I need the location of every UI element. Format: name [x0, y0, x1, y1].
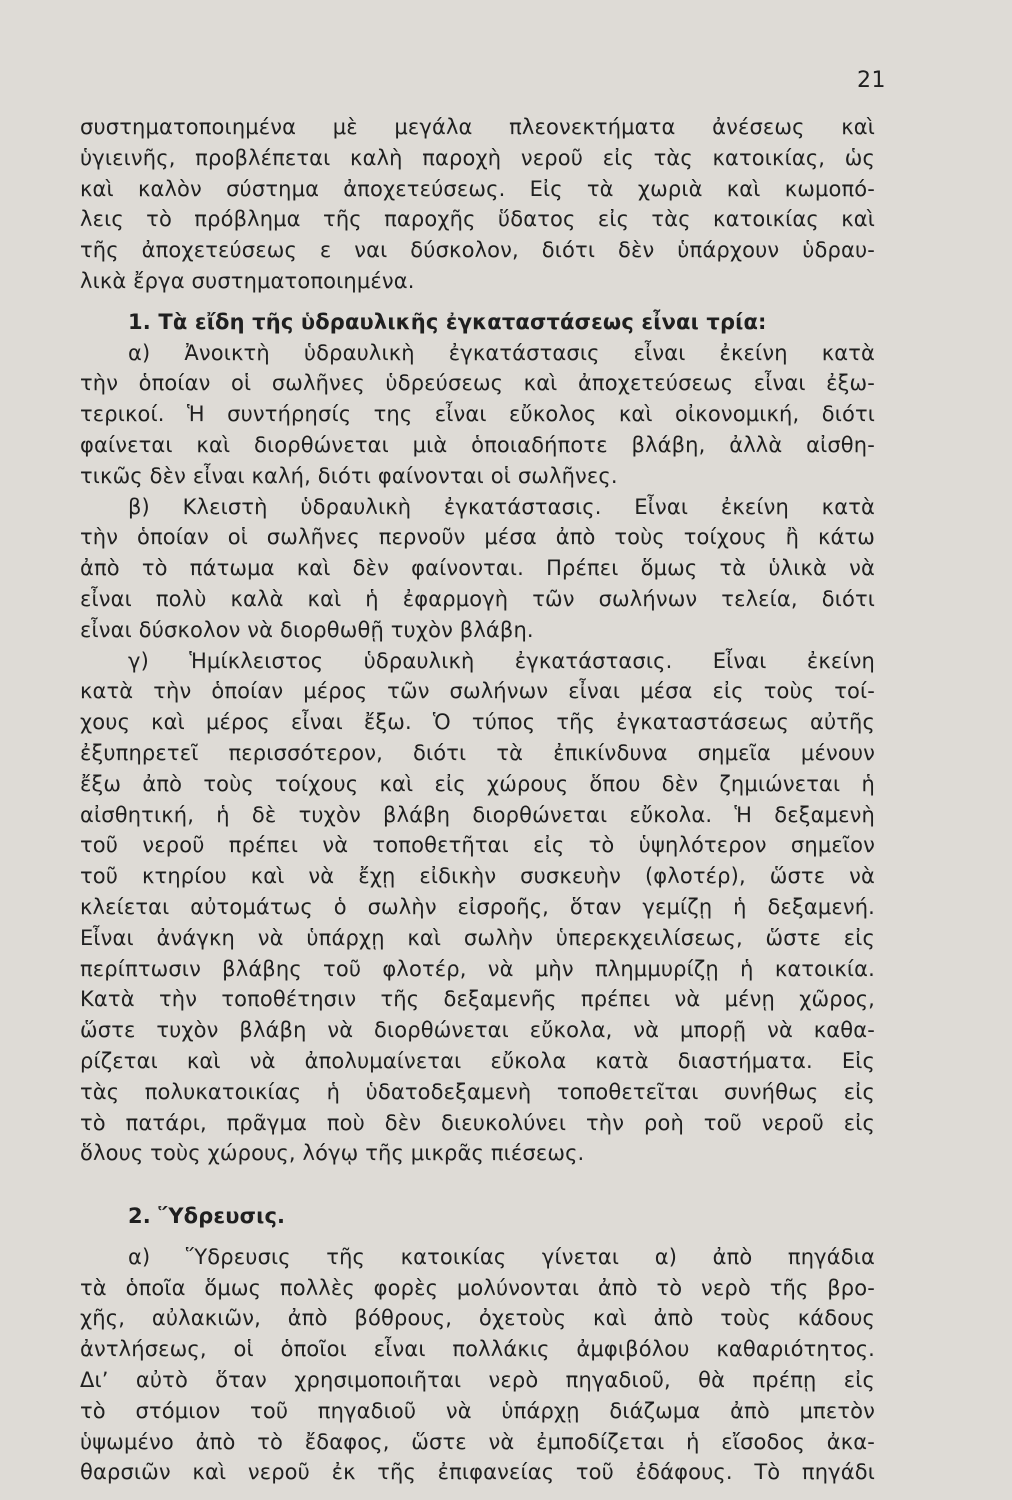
text-line: Εἶναι ἀνάγκη νὰ ὑπάρχῃ καὶ σωλὴν ὑπερεκχειλίσεως, ὥστε εἰς [80, 925, 875, 950]
text-line: ὑγιεινῆς, προβλέπεται καλὴ παροχὴ νεροῦ εἰς τὰς κατοικίας, ὡς [80, 145, 875, 170]
text-line: τερικοί. Ἡ συντήρησίς της εἶναι εὔκολος καὶ οἰκονομική, διότι [80, 402, 875, 427]
text-line: ἀντλήσεως, οἱ ὁποῖοι εἶναι πολλάκις ἀμφιβόλου καθαριότητος. [80, 1337, 875, 1362]
text-line: τοῦ νεροῦ πρέπει νὰ τοποθετῆται εἰς τὸ ὑψηλότερον σημεῖον [80, 833, 875, 858]
text-line: τοῦ κτηρίου καὶ νὰ ἔχῃ εἰδικὴν συσκευὴν (φλοτέρ), ὥστε νὰ [80, 864, 875, 889]
text-line: Κατὰ τὴν τοποθέτησιν τῆς δεξαμενῆς πρέπει νὰ μένῃ χῶρος, [80, 987, 875, 1012]
text-line: τὴν ὁποίαν οἱ σωλῆνες ὑδρεύσεως καὶ ἀποχετεύσεως εἶναι ἐξω- [80, 371, 875, 396]
text-line: β) Κλειστὴ ὑδραυλικὴ ἐγκατάστασις. Εἶναι ἐκείνη κατὰ [128, 494, 875, 519]
text-line: λικὰ ἔργα συστηματοποιημένα. [80, 268, 415, 293]
text-line: ρίζεται καὶ νὰ ἀπολυμαίνεται εὔκολα κατὰ διαστήματα. Εἰς [80, 1048, 875, 1073]
text-line: ἐξυπηρετεῖ περισσότερον, διότι τὰ ἐπικίνδυνα σημεῖα μένουν [80, 740, 875, 765]
text-line: Διʼ αὐτὸ ὅταν χρησιμοποιῆται νερὸ πηγαδιοῦ, θὰ πρέπῃ εἰς [80, 1368, 875, 1393]
text-line: ἀπὸ τὸ πάτωμα καὶ δὲν φαίνονται. Πρέπει ὅμως τὰ ὑλικὰ νὰ [80, 556, 875, 581]
text-line: ὥστε τυχὸν βλάβη νὰ διορθώνεται εὔκολα, νὰ μπορῇ νὰ καθα- [80, 1018, 875, 1043]
text-line: περίπτωσιν βλάβης τοῦ φλοτέρ, νὰ μὴν πλημμυρίζῃ ἡ κατοικία. [80, 956, 875, 981]
text-line: τὴν ὁποίαν οἱ σωλῆνες περνοῦν μέσα ἀπὸ τοὺς τοίχους ἢ κάτω [80, 525, 875, 550]
text-line: ἔξω ἀπὸ τοὺς τοίχους καὶ εἰς χώρους ὅπου δὲν ζημιώνεται ἡ [80, 771, 875, 796]
page-number: 21 [857, 68, 886, 93]
text-line: γ) Ἡμίκλειστος ὑδραυλικὴ ἐγκατάστασις. Εἶναι ἐκείνη [128, 648, 875, 673]
text-line: θαρσιῶν καὶ νεροῦ ἐκ τῆς ἐπιφανείας τοῦ ἐδάφους. Τὸ πηγάδι [80, 1460, 875, 1485]
section-heading-1: 1. Τὰ εἴδη τῆς ὑδραυλικῆς ἐγκαταστάσεως εἶναι τρία: [128, 309, 767, 334]
text-line: ὑψωμένο ἀπὸ τὸ ἔδαφος, ὥστε νὰ ἐμποδίζεται ἡ εἴσοδος ἀκα- [80, 1429, 875, 1454]
text-line: συστηματοποιημένα μὲ μεγάλα πλεονεκτήματα ἀνέσεως καὶ [80, 115, 875, 139]
text-line: χῆς, αὐλακιῶν, ἀπὸ βόθρους, ὀχετοὺς καὶ ἀπὸ τοὺς κάδους [80, 1306, 875, 1331]
text-line: φαίνεται καὶ διορθώνεται μιὰ ὁποιαδήποτε βλάβη, ἀλλὰ αἰσθη- [80, 432, 875, 457]
section-heading-2: 2. Ὕδρευσις. [128, 1204, 286, 1229]
text-line: καὶ καλὸν σύστημα ἀποχετεύσεως. Εἰς τὰ χωριὰ καὶ κωμοπό- [80, 176, 875, 201]
text-line: α) Ἀνοικτὴ ὑδραυλικὴ ἐγκατάστασις εἶναι ἐκείνη κατὰ [128, 340, 875, 365]
text-line: ὅλους τοὺς χώρους, λόγῳ τῆς μικρᾶς πιέσεως. [80, 1141, 585, 1166]
text-line: κλείεται αὐτομάτως ὁ σωλὴν εἰσροῆς, ὅταν γεμίζῃ ἡ δεξαμενή. [80, 894, 875, 919]
text-line: α) Ὕδρευσις τῆς κατοικίας γίνεται α) ἀπὸ πηγάδια [128, 1244, 875, 1269]
text-line: τικῶς δὲν εἶναι καλή, διότι φαίνονται οἱ σωλῆνες. [80, 463, 618, 488]
text-line: αἰσθητική, ἡ δὲ τυχὸν βλάβη διορθώνεται εὔκολα. Ἡ δεξαμενὴ [80, 802, 875, 827]
text-line: τὰ ὁποῖα ὅμως πολλὲς φορὲς μολύνονται ἀπὸ τὸ νερὸ τῆς βρο- [80, 1275, 875, 1300]
text-line: τὸ πατάρι, πρᾶγμα ποὺ δὲν διευκολύνει τὴν ροὴ τοῦ νεροῦ εἰς [80, 1110, 875, 1135]
text-line: τὸ στόμιον τοῦ πηγαδιοῦ νὰ ὑπάρχῃ διάζωμα ἀπὸ μπετὸν [80, 1398, 875, 1423]
text-line: τῆς ἀποχετεύσεως ε ναι δύσκολον, διότι δὲν ὑπάρχουν ὑδραυ- [80, 238, 875, 263]
text-line: τὰς πολυκατοικίας ἡ ὑδατοδεξαμενὴ τοποθετεῖται συνήθως εἰς [80, 1079, 875, 1104]
body-text [80, 112, 875, 1488]
text-line: εἶναι δύσκολον νὰ διορθωθῇ τυχὸν βλάβη. [80, 617, 534, 642]
text-line: εἶναι πολὺ καλὰ καὶ ἡ ἐφαρμογὴ τῶν σωλήνων τελεία, διότι [80, 586, 875, 611]
text-line: κατὰ τὴν ὁποίαν μέρος τῶν σωλήνων εἶναι μέσα εἰς τοὺς τοί- [80, 679, 875, 704]
text-line: χους καὶ μέρος εἶναι ἔξω. Ὁ τύπος τῆς ἐγκαταστάσεως αὐτῆς [80, 710, 875, 735]
text-line: λεις τὸ πρόβλημα τῆς παροχῆς ὕδατος εἰς τὰς κατοικίας καὶ [80, 207, 875, 232]
